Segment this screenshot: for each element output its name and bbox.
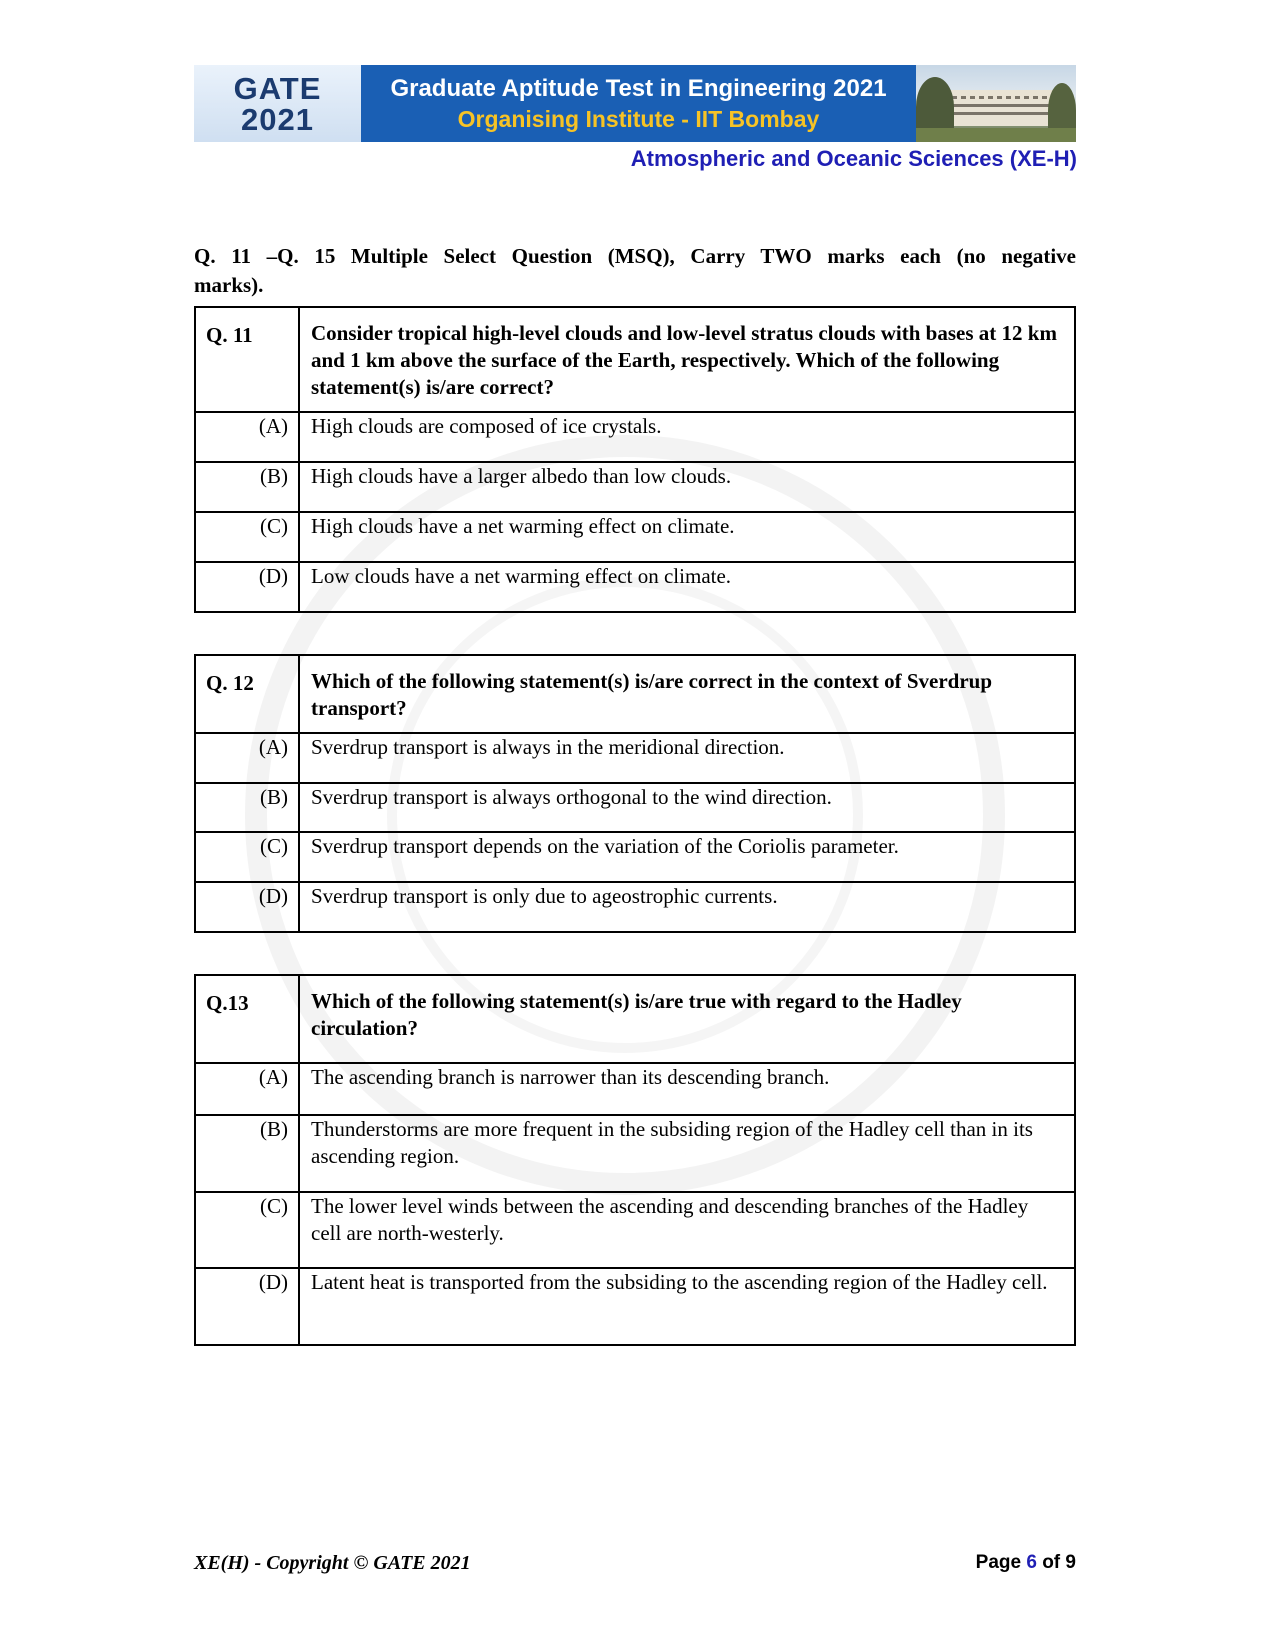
- question-row: [195, 655, 1075, 733]
- subject-title: Atmospheric and Oceanic Sciences (XE-H): [630, 146, 1077, 171]
- option-text: Sverdrup transport is always orthogonal to the wind direction.: [299, 783, 1075, 832]
- option-label: (A): [195, 733, 299, 783]
- logo-year: 2021: [241, 101, 314, 137]
- option-label: (C): [195, 832, 299, 882]
- option-text: Latent heat is transported from the subsiding to the ascending region of the Hadley cell.: [299, 1268, 1075, 1345]
- question-row: [195, 975, 1075, 1063]
- option-row: [195, 733, 1075, 783]
- banner-subtitle: Organising Institute - IIT Bombay: [457, 105, 820, 132]
- question-table-q12: [194, 654, 1076, 933]
- page-total: 9: [1065, 1552, 1076, 1573]
- option-row: [195, 412, 1075, 462]
- footer-copyright: XE(H) - Copyright © GATE 2021: [194, 1552, 471, 1574]
- question-table-q13: [194, 974, 1076, 1346]
- option-label: (C): [195, 1192, 299, 1268]
- option-label: (B): [195, 783, 299, 832]
- question-text: Which of the following statement(s) is/are true with regard to the Hadley circulation?: [299, 975, 1075, 1063]
- option-text: High clouds have a net warming effect on climate.: [299, 512, 1075, 562]
- option-text: Low clouds have a net warming effect on climate.: [299, 562, 1075, 612]
- option-row: [195, 882, 1075, 932]
- question-table-q11: [194, 306, 1076, 613]
- option-text: The lower level winds between the ascending and descending branches of the Hadley cell are north-westerly.: [299, 1192, 1075, 1268]
- option-text: High clouds are composed of ice crystals.: [299, 412, 1075, 462]
- option-row: [195, 562, 1075, 612]
- option-text: Sverdrup transport is always in the meridional direction.: [299, 733, 1075, 783]
- question-number: Q. 11: [195, 307, 299, 412]
- option-text: Sverdrup transport is only due to ageostrophic currents.: [299, 882, 1075, 932]
- question-number: Q.13: [195, 975, 299, 1063]
- option-label: (C): [195, 512, 299, 562]
- option-row: [195, 783, 1075, 832]
- question-text: Consider tropical high-level clouds and low-level stratus clouds with bases at 12 km and 1 km above the surface of the Earth, respectively. Which of the following statement(s) is/are correct?: [299, 307, 1075, 412]
- banner-text-block: [361, 65, 916, 142]
- option-row: [195, 462, 1075, 512]
- option-label: (A): [195, 412, 299, 462]
- banner-title: Graduate Aptitude Test in Engineering 2021: [390, 74, 887, 102]
- question-row: [195, 307, 1075, 412]
- question-text: Which of the following statement(s) is/are correct in the context of Sverdrup transport?: [299, 655, 1075, 733]
- logo-word: GATE: [233, 70, 322, 106]
- page-prefix: Page: [975, 1552, 1027, 1573]
- option-row: [195, 832, 1075, 882]
- header-banner: [194, 65, 1076, 142]
- option-label: (A): [195, 1063, 299, 1115]
- question-number: Q. 12: [195, 655, 299, 733]
- footer-page-number: [976, 1552, 1076, 1574]
- gate-logo: [194, 65, 361, 142]
- option-label: (D): [195, 562, 299, 612]
- option-text: High clouds have a larger albedo than low clouds.: [299, 462, 1075, 512]
- option-label: (D): [195, 882, 299, 932]
- option-row: [195, 512, 1075, 562]
- option-row: [195, 1063, 1075, 1115]
- option-text: Sverdrup transport depends on the variation of the Coriolis parameter.: [299, 832, 1075, 882]
- section-heading: Q. 11 –Q. 15 Multiple Select Question (MSQ), Carry TWO marks each (no negative: [194, 244, 1076, 268]
- section-heading-continued: marks).: [194, 273, 264, 297]
- institute-building-photo: [916, 65, 1076, 142]
- option-row: [195, 1115, 1075, 1192]
- option-label: (D): [195, 1268, 299, 1345]
- option-label: (B): [195, 462, 299, 512]
- option-row: [195, 1192, 1075, 1268]
- option-label: (B): [195, 1115, 299, 1192]
- page-current: 6: [1026, 1552, 1037, 1573]
- option-row: [195, 1268, 1075, 1345]
- option-text: The ascending branch is narrower than its descending branch.: [299, 1063, 1075, 1115]
- page-sep: of: [1036, 1552, 1066, 1573]
- option-text: Thunderstorms are more frequent in the subsiding region of the Hadley cell than in its ascending region.: [299, 1115, 1075, 1192]
